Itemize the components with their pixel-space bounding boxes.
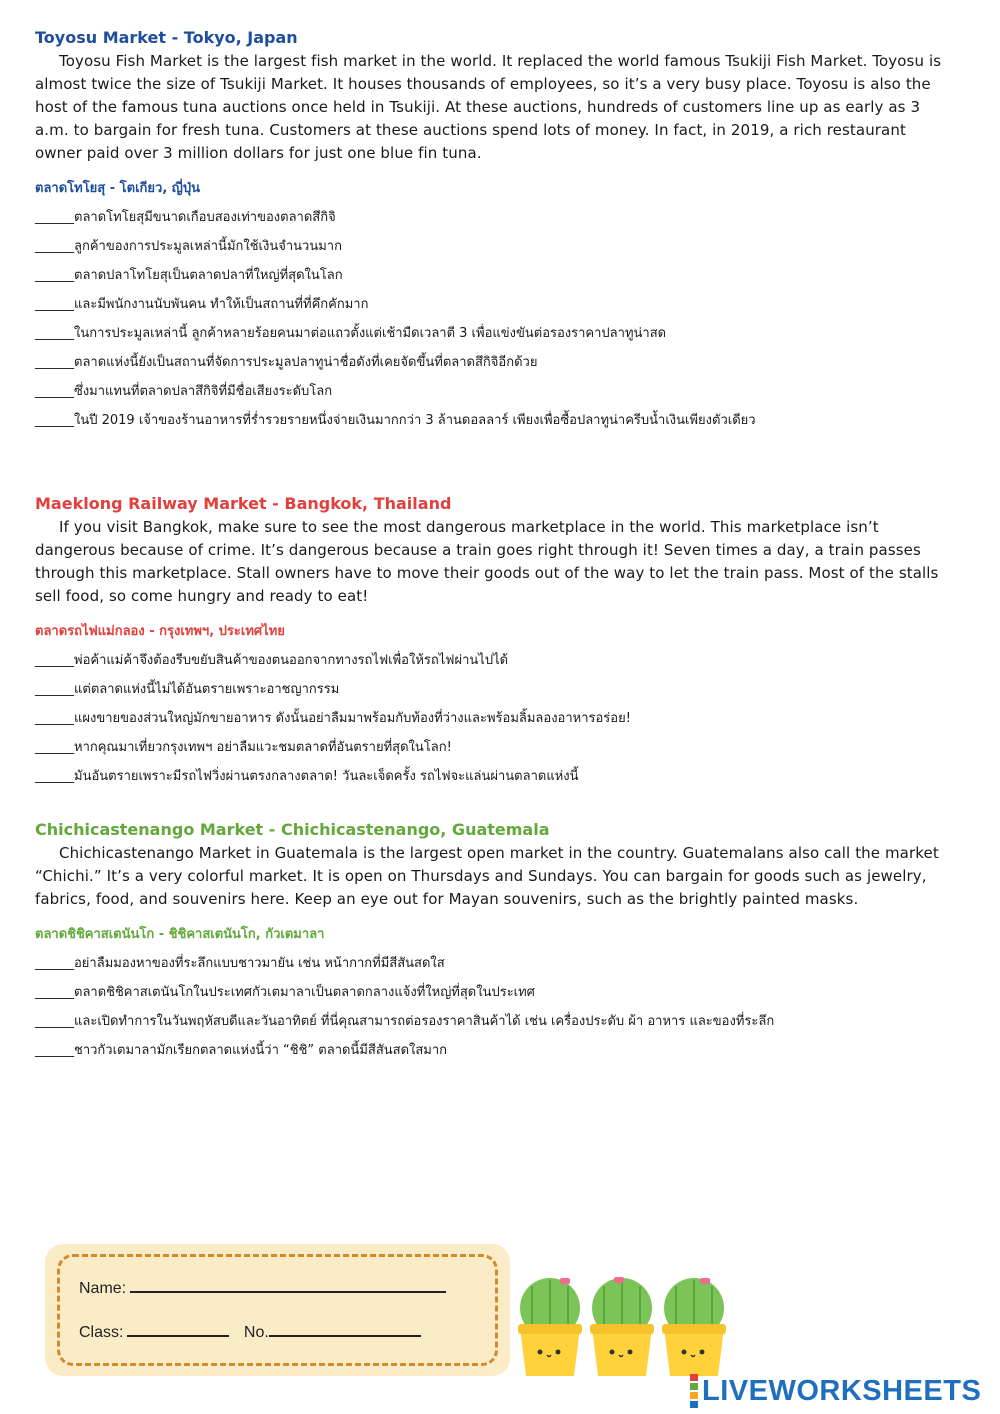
dashed-frame xyxy=(57,1254,498,1366)
answer-text: อย่าลืมมองหาของที่ระลึกแบบชาวมายัน เช่น หน้ากากที่มีสีสันสดใส xyxy=(74,956,445,971)
answer-row xyxy=(35,232,945,261)
answer-row xyxy=(35,1007,945,1036)
answer-text: ซึ่งมาแทนที่ตลาดปลาสึกิจิที่มีชื่อเสียงระดับโลก xyxy=(74,384,333,399)
section-title: Chichicastenango Market - Chichicastenango, Guatemala xyxy=(35,820,550,839)
cactus-pots-illustration xyxy=(512,1276,727,1386)
answer-text: ตลาดโทโยสุมีขนาดเกือบสองเท่าของตลาดสึกิจิ xyxy=(74,210,336,225)
answer-text: มันอันตรายเพราะมีรถไฟวิ่งผ่านตรงกลางตลาด! วันละเจ็ดครั้ง รถไฟจะแล่นผ่านตลาดแห่งนี้ xyxy=(74,769,579,784)
section-toyosu xyxy=(35,28,945,435)
answer-blank[interactable]: ______ xyxy=(35,956,74,971)
section-maeklong xyxy=(35,494,945,791)
answer-blank[interactable]: ______ xyxy=(35,297,74,312)
name-field[interactable] xyxy=(130,1281,446,1293)
answer-text: แผงขายของส่วนใหญ่มักขายอาหาร ดังนั้นอย่าลืมมาพร้อมกับท้องที่ว่างและพร้อมลิ้มลองอาหารอร่อย! xyxy=(74,711,631,726)
section-paragraph: If you visit Bangkok, make sure to see the most dangerous marketplace in the world. This marketplace isn’t dangerous because of crime. It’s dangerous because a train goes right through it! Seven times a day, a train passes through this marketplace. Stall owners have to move their goods out of the way to let the train pass. Most of the stalls sell food, so come hungry and ready to eat! xyxy=(35,518,939,605)
answer-row xyxy=(35,290,945,319)
answer-row xyxy=(35,203,945,232)
answer-text: หากคุณมาเที่ยวกรุงเทพฯ อย่าลืมแวะชมตลาดที่อันตรายที่สุดในโลก! xyxy=(74,740,452,755)
answer-row xyxy=(35,406,945,435)
answer-row xyxy=(35,377,945,406)
answer-row xyxy=(35,949,945,978)
logo-mark-icon xyxy=(690,1373,698,1409)
section-paragraph: Chichicastenango Market in Guatemala is the largest open market in the country. Guatemalans also call the market “Chichi.” It’s a very colorful market. It is open on Thursdays and Sundays. You can bargain for goods such as jewelry, fabrics, food, and souvenirs here. Keep an eye out for Mayan souvenirs, such as the brightly painted masks. xyxy=(35,844,939,908)
answer-text: และมีพนักงานนับพันคน ทำให้เป็นสถานที่ที่คึกคักมาก xyxy=(74,297,369,312)
liveworksheets-logo xyxy=(690,1374,981,1408)
answer-blank[interactable]: ______ xyxy=(35,326,74,341)
answer-blank[interactable]: ______ xyxy=(35,384,74,399)
section-title: Toyosu Market - Tokyo, Japan xyxy=(35,28,298,47)
answer-text: ในการประมูลเหล่านี้ ลูกค้าหลายร้อยคนมาต่อแถวตั้งแต่เช้ามืดเวลาตี 3 เพื่อแข่งขันต่อรองราคาปลาทูน่าสด xyxy=(74,326,667,341)
answer-text: ในปี 2019 เจ้าของร้านอาหารที่ร่ำรวยรายหนึ่งจ่ายเงินมากกว่า 3 ล้านดอลลาร์ เพียงเพื่อซื้อปลาทูน่าครีบน้ำเงินเพียงตัวเดียว xyxy=(74,413,756,428)
section-title: Maeklong Railway Market - Bangkok, Thailand xyxy=(35,494,452,513)
answer-row xyxy=(35,704,945,733)
cactus-icon xyxy=(518,1278,582,1376)
name-card xyxy=(45,1244,510,1376)
answer-text: ชาวกัวเตมาลามักเรียกตลาดแห่งนี้ว่า “ชิชิ” ตลาดนี้มีสีสันสดใสมาก xyxy=(74,1043,448,1058)
answer-blank[interactable]: ______ xyxy=(35,210,74,225)
answer-blank[interactable]: ______ xyxy=(35,682,74,697)
section-subtitle: ตลาดชิชิคาสเตนันโก - ชิชิคาสเตนันโก, กัวเตมาลา xyxy=(35,927,325,942)
no-field[interactable] xyxy=(269,1325,421,1337)
answer-row xyxy=(35,261,945,290)
section-subtitle: ตลาดรถไฟแม่กลอง - กรุงเทพฯ, ประเทศไทย xyxy=(35,624,285,639)
answer-blank[interactable]: ______ xyxy=(35,740,74,755)
answer-text: ตลาดแห่งนี้ยังเป็นสถานที่จัดการประมูลปลาทูน่าชื่อดังที่เคยจัดขึ้นที่ตลาดสึกิจิอีกด้วย xyxy=(74,355,538,370)
answer-blank[interactable]: ______ xyxy=(35,355,74,370)
answer-row xyxy=(35,348,945,377)
answer-blank[interactable]: ______ xyxy=(35,985,74,1000)
logo-text: LIVEWORKSHEETS xyxy=(702,1374,982,1407)
answer-blank[interactable]: ______ xyxy=(35,239,74,254)
section-subtitle: ตลาดโทโยสุ - โตเกียว, ญี่ปุ่น xyxy=(35,181,201,196)
answer-row xyxy=(35,978,945,1007)
answer-blank[interactable]: ______ xyxy=(35,711,74,726)
no-label: No. xyxy=(243,1324,269,1341)
answer-text: ตลาดชิชิคาสเตนันโกในประเทศกัวเตมาลาเป็นตลาดกลางแจ้งที่ใหญ่ที่สุดในประเทศ xyxy=(74,985,535,1000)
answer-row xyxy=(35,762,945,791)
answer-row xyxy=(35,646,945,675)
answer-blank[interactable]: ______ xyxy=(35,1043,74,1058)
answer-row xyxy=(35,1036,945,1065)
answer-text: ตลาดปลาโทโยสุเป็นตลาดปลาที่ใหญ่ที่สุดในโลก xyxy=(74,268,343,283)
answer-text: แต่ตลาดแห่งนี้ไม่ได้อันตรายเพราะอาชญากรรม xyxy=(74,682,340,697)
answer-blank[interactable]: ______ xyxy=(35,268,74,283)
answer-row xyxy=(35,733,945,762)
cactus-icon xyxy=(662,1278,726,1376)
class-label: Class: xyxy=(79,1324,124,1341)
class-field[interactable] xyxy=(127,1325,229,1337)
answer-blank[interactable]: ______ xyxy=(35,653,74,668)
answer-blank[interactable]: ______ xyxy=(35,769,74,784)
name-label: Name: xyxy=(79,1280,127,1297)
cactus-icon xyxy=(590,1277,654,1376)
section-chichicastenango xyxy=(35,820,945,1065)
answer-row xyxy=(35,675,945,704)
answer-text: และเปิดทำการในวันพฤหัสบดีและวันอาทิตย์ ที่นี่คุณสามารถต่อรองราคาสินค้าได้ เช่น เครื่องประดับ ผ้า อาหาร และของที่ระลึก xyxy=(74,1014,775,1029)
answer-blank[interactable]: ______ xyxy=(35,413,74,428)
name-row xyxy=(79,1280,446,1298)
answer-text: พ่อค้าแม่ค้าจึงต้องรีบขยับสินค้าของตนออกจากทางรถไฟเพื่อให้รถไฟผ่านไปได้ xyxy=(74,653,509,668)
answer-blank[interactable]: ______ xyxy=(35,1014,74,1029)
answer-text: ลูกค้าของการประมูลเหล่านี้มักใช้เงินจำนวนมาก xyxy=(74,239,342,254)
class-row xyxy=(79,1324,421,1342)
section-paragraph: Toyosu Fish Market is the largest fish market in the world. It replaced the world famous Tsukiji Fish Market. Toyosu is almost twice the size of Tsukiji Market. It houses thousands of employees, so it’s a very busy place. Toyosu is also the host of the famous tuna auctions once held in Tsukiji. At these auctions, hundreds of customers line up as early as 3 a.m. to bargain for fresh tuna. Customers at these auctions spend lots of money. In fact, in 2019, a rich restaurant owner paid over 3 million dollars for just one blue fin tuna. xyxy=(35,52,942,162)
answer-row xyxy=(35,319,945,348)
